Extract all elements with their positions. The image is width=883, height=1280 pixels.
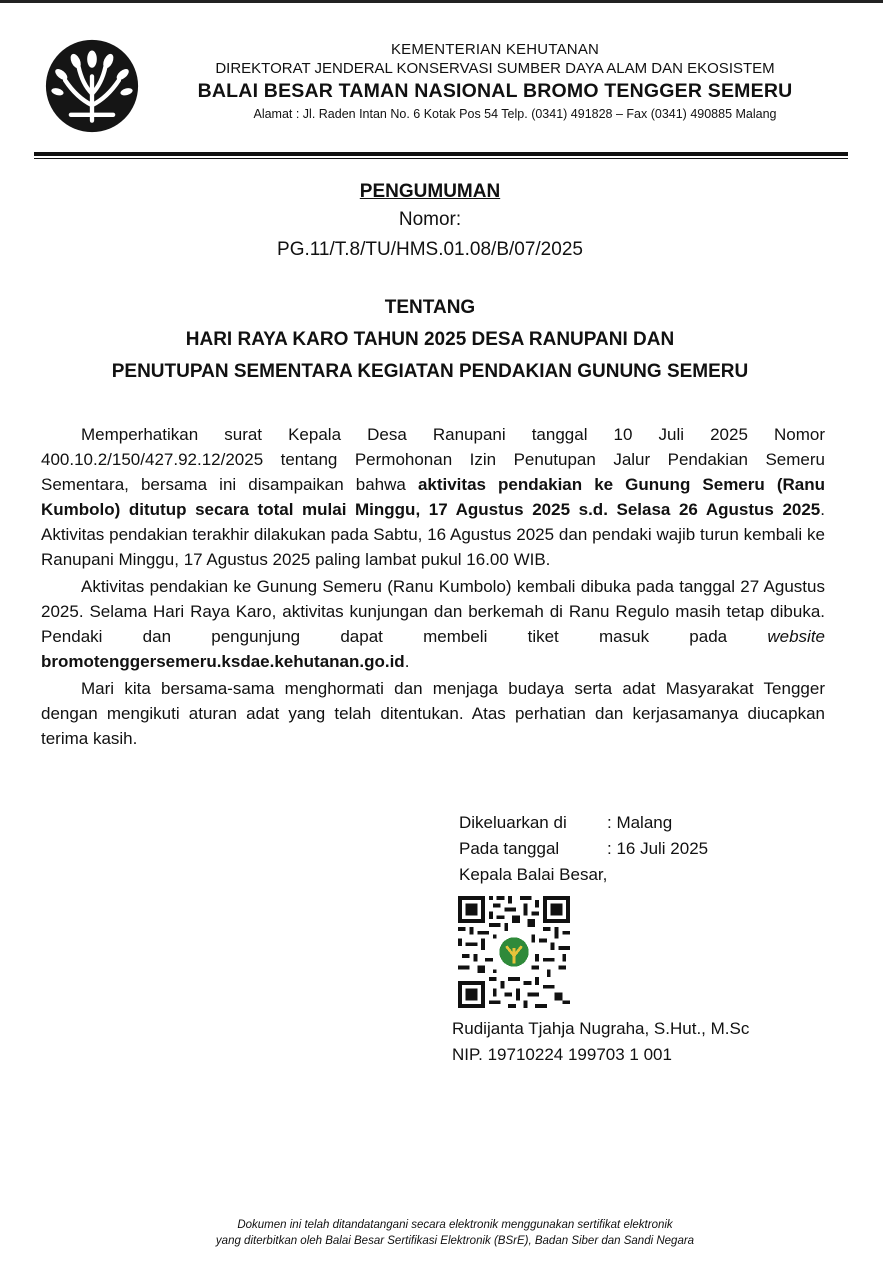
- office-address: Alamat : Jl. Raden Intan No. 6 Kotak Pos 54 Telp. (0341) 491828 – Fax (0341) 490885 Malang: [253, 107, 777, 121]
- paragraph-2-text: Aktivitas pendakian ke Gunung Semeru (Ranu Kumbolo) kembali dibuka pada tanggal 27 Agustus 2025. Selama Hari Raya Karo, aktivitas kunjungan dan berkemah di Ranu Regulo masih tetap dibuka. Pendaki dan pengunjung dapat membeli tiket masuk pada: [41, 577, 825, 646]
- qr-code-signature-icon: [458, 896, 570, 1008]
- letterhead-rule-thin: [34, 158, 848, 159]
- signature-block: [459, 810, 708, 888]
- announcement-subject: [0, 292, 860, 388]
- paragraph-1-bold: aktivitas pendakian ke Gunung Semeru (Ranu Kumbolo) ditutup secara total mulai Minggu, 17 Agustus 2025 s.d. Selasa 26 Agustus 2025: [41, 475, 825, 519]
- e-signature-footer: [0, 1217, 883, 1249]
- signer-nip: NIP. 19710224 199703 1 001: [452, 1045, 672, 1064]
- signer-name: Rudijanta Tjahja Nugraha, S.Hut., M.Sc: [452, 1019, 750, 1038]
- number-label: Nomor:: [398, 209, 462, 230]
- announcement-title: [0, 178, 860, 265]
- paragraph-1-text-end: . Aktivitas pendakian terakhir dilakukan pada Sabtu, 16 Agustus 2025 dan pendaki wajib turun kembali ke Ranupani Minggu, 17 Agustus 2025 paling lambat pukul 16.00 WIB.: [41, 500, 825, 569]
- letterhead-rule-thick: [34, 152, 848, 156]
- ministry-name: KEMENTERIAN KEHUTANAN: [390, 41, 600, 58]
- website-word: website: [767, 627, 825, 646]
- issued-label: Dikeluarkan di: [459, 813, 567, 832]
- number-value: PG.11/T.8/TU/HMS.01.08/B/07/2025: [277, 239, 583, 260]
- footer-line-1: Dokumen ini telah ditandatangani secara elektronik menggunakan sertifikat elektronik: [237, 1219, 673, 1231]
- signer-position: Kepala Balai Besar,: [459, 865, 608, 884]
- announcement-heading: PENGUMUMAN: [359, 181, 501, 202]
- directorate-name: DIREKTORAT JENDERAL KONSERVASI SUMBER DAYA ALAM DAN EKOSISTEM: [215, 60, 775, 77]
- paragraph-3: Mari kita bersama-sama menghormati dan menjaga budaya serta adat Masyarakat Tengger dengan mengikuti aturan adat yang telah ditentukan. Atas perhatian dan kerjasamanya diucapkan terima kasih.: [41, 679, 825, 748]
- date-value: : 16 Juli 2025: [607, 839, 709, 858]
- subject-line-1: HARI RAYA KARO TAHUN 2025 DESA RANUPANI DAN: [185, 329, 675, 350]
- announcement-body: [41, 422, 825, 753]
- subject-line-2: PENUTUPAN SEMENTARA KEGIATAN PENDAKIAN GUNUNG SEMERU: [111, 361, 749, 382]
- office-name: BALAI BESAR TAMAN NASIONAL BROMO TENGGER SEMERU: [197, 80, 793, 102]
- top-edge-line: [0, 0, 883, 3]
- website-address[interactable]: bromotenggersemeru.ksdae.kehutanan.go.id: [41, 652, 405, 671]
- issued-value: : Malang: [607, 813, 673, 832]
- date-row: [459, 836, 708, 862]
- paragraph-1: [41, 422, 825, 572]
- letterhead: [150, 40, 840, 124]
- paragraph-2: [41, 574, 825, 674]
- paragraph-1-text: Memperhatikan surat Kepala Desa Ranupani tanggal 10 Juli 2025 Nomor 400.10.2/150/427.92.12/2025 tentang Permohonan Izin Penutupan Jalur Pendakian Semeru Sementara, bersama ini disampaikan bahwa: [41, 425, 825, 494]
- subject-label: TENTANG: [384, 297, 476, 318]
- issued-row: [459, 810, 708, 836]
- date-label: Pada tanggal: [459, 839, 560, 858]
- ministry-tree-logo-icon: [44, 38, 140, 134]
- paragraph-2-end: .: [404, 652, 410, 671]
- signer-block: [452, 1016, 749, 1068]
- footer-line-2: yang diterbitkan oleh Balai Besar Sertifikasi Elektronik (BSrE), Badan Siber dan Sandi Negara: [215, 1235, 695, 1247]
